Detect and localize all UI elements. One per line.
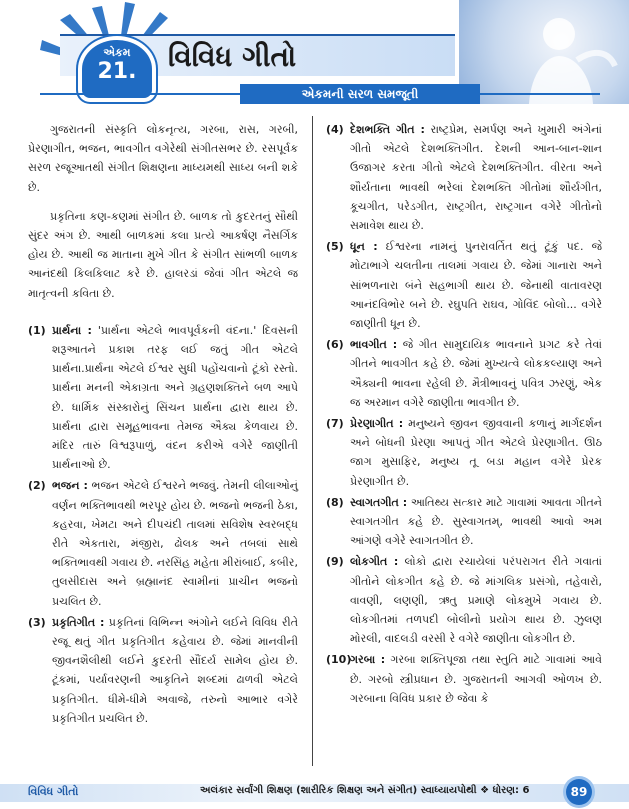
item-text: ઈશ્વરના નામનું પુનરાવર્તિત થતું ટૂંકું પદ. જે મોટાભાગે ચલતીના તાલમાં ગવાય છે. જેમાં ગાનારા અને સાંભળનારા બંને સહભાગી થાય છે. જેનાથી વાતાવરણ આનંદવિભોર બને છે. રઘુપતિ રાઘવ, ગોવિંદ બોલો... વગેરે જાણીતી ધૂન છે. xyxy=(350,240,602,331)
list-item xyxy=(326,552,602,648)
list-item xyxy=(28,613,298,728)
item-number: (2) xyxy=(28,479,46,493)
footer-unit-title: વિવિધ ગીતો xyxy=(28,785,79,798)
item-term: ભજન : xyxy=(52,479,88,493)
item-term: ભાવગીત : xyxy=(350,338,398,352)
item-number: (9) xyxy=(326,555,344,569)
list-item xyxy=(28,321,298,475)
item-number: (6) xyxy=(326,338,344,352)
item-number: (10) xyxy=(326,653,352,667)
item-text: 'પ્રાર્થના એટલે ભાવપૂર્વકની વંદના.' દિવસની શરૂઆતને પ્રકાશ તરફ લઈ જતું ગીત એટલે પ્રાર્થના.પ્રાર્થના એટલે ઈશ્વર સુધી પહોંચવાનો ટૂંકો રસ્તો. પ્રાર્થના મનની એકાગ્રતા અને ગ્રહણશક્તિને બળ આપે છે. ધાર્મિક સંસ્કારોનું સિંચન પ્રાર્થના દ્વારા થાય છે. પ્રાર્થના દ્વારા સમૂહભાવના તેમજ ઐક્ય કેળવાય છે. મંદિર તારું વિશ્વરૂપાળું, વંદન કરીએ વગેરે જાણીતી પ્રાર્થનાઓ છે. xyxy=(52,323,299,472)
list-item xyxy=(326,120,602,235)
item-term: પ્રાર્થના : xyxy=(52,323,92,337)
list-item xyxy=(326,493,602,551)
footer xyxy=(0,776,629,809)
unit-word: એકમ xyxy=(103,46,131,59)
item-text: લોકો દ્વારા રચાયેલાં પરંપરાગત રીતે ગવાતાં ગીતોને લોકગીત કહે છે. જે માંગલિક પ્રસંગો, તહેવારો, વાવણી, લણણી, ઋતુ પ્રમાણે લોકમુખે ગવાય છે. લોકગીતમાં તળપદી બોલીનો પ્રયોગ થાય છે. ઝુલણ મોરલી, વાદલડી વરસી રે વગેરે જાણીતા લોકગીત છે. xyxy=(350,555,602,646)
item-text: ભજન એટલે ઈશ્વરને ભજવું. તેમની લીલાઓનું વર્ણન ભક્તિભાવથી ભરપૂર હોય છે. ભજનો ભજની ઠેકા, કહરવા, ખેમટા અને દીપચંદી તાલમાં સવિશેષ સ્વરબદ્ધ રીતે એકતારા, મંજીરા, ઢોલક અને તબલાં સાથે ભક્તિભાવથી ગવાય છે. નરસિંહ મહેતા મીરાંબાઈ, કબીર, તુલસીદાસ અને બ્રહ્માનંદ સ્વામીનાં પ્રાચીન ભજનો પ્રચલિત છે. xyxy=(52,479,298,608)
page-title: વિવિધ ગીતો xyxy=(168,40,297,73)
intro-paragraph: ગુજરાતની સંસ્કૃતિ લોકનૃત્ય, ગરબા, રાસ, ગરબી, પ્રેરણાગીત, ભજન, ભાવગીત વગેરેથી સંગીતસભર છે. રસપૂર્વક સરળ રજૂઆતથી સંગીત શિક્ષણના માધ્યમથી સાધ્ય બની શકે છે. xyxy=(28,123,298,194)
intro-paragraph: પ્રકૃતિના કણ-કણમાં સંગીત છે. બાળક તો કુદરતનું સૌથી સુંદર અંગ છે. આથી બાળકમાં કલા પ્રત્યે આકર્ષણ નૈસર્ગિક હોય છે. આથી જ માતાના મુખે ગીત કે સંગીત સાંભળી બાળક આનંદથી કિલકિલાટ કરે છે. હાલરડાં જેવાં ગીત એટલે જ માતૃત્વની કવિતા છે. xyxy=(28,209,298,300)
item-term: ધૂન : xyxy=(350,240,378,254)
portrait-image xyxy=(457,0,629,104)
item-text: રાષ્ટ્રપ્રેમ, સમર્પણ અને ખુમારી અંગેનાં ગીતો એટલે દેશભક્તિગીત. દેશની આન-બાન-શાન ઉજાગર કરતા ગીતો એટલે દેશભક્તિગીત. વીરતા અને શૌર્યતાના ભાવથી ભરેલાં દેશભક્તિ ગીતોમાં શૌર્યગીત, કૂચગીત, પરેડગીત, રાષ્ટ્રગીત, રાષ્ટ્રગાન વગેરે ગીતોનો સમાવેશ થાય છે. xyxy=(350,123,602,233)
item-number: (3) xyxy=(28,615,46,629)
list-item xyxy=(326,414,602,491)
item-term: લોકગીત : xyxy=(350,555,399,569)
item-term: પ્રકૃતિગીત : xyxy=(52,615,105,629)
list-item xyxy=(326,650,602,708)
item-number: (8) xyxy=(326,495,344,509)
page-number: 89 xyxy=(566,779,592,805)
left-column xyxy=(28,120,298,730)
column-divider xyxy=(312,116,313,766)
item-term: સ્વાગતગીત : xyxy=(350,495,408,509)
musician-silhouette-icon xyxy=(459,0,629,104)
item-text: ગરબા શક્તિપૂજા તથા સ્તુતિ માટે ગાવામાં આવે છે. ગરબો સ્ત્રીપ્રધાન છે. ગુજરાતની આગવી ઓળખ છે. ગરબાના વિવિધ પ્રકાર છે જેવા કે xyxy=(350,653,602,705)
item-number: (4) xyxy=(326,123,344,136)
subtitle: એકમની સરળ સમજૂતી xyxy=(240,84,480,104)
item-term: ગરબા : xyxy=(350,653,386,667)
unit-number: 21. xyxy=(97,59,137,84)
list-item xyxy=(28,476,298,610)
unit-badge xyxy=(82,40,152,98)
footer-book-title: અલંકાર સર્વાંગી શિક્ષણ (શારીરિક શિક્ષણ અને સંગીત) સ્વાધ્યાયપોથી ❖ ધોરણ: 6 xyxy=(200,785,530,796)
item-text: આતિથ્ય સત્કાર માટે ગાવામાં આવતા ગીતને સ્વાગતગીત કહે છે. સુસ્વાગતમ્, ભાવથી આવો અમ આંગણે વગેરે સ્વાગતગીત છે. xyxy=(350,495,603,548)
right-column xyxy=(326,120,602,710)
item-term: પ્રેરણાગીત : xyxy=(350,417,404,431)
item-number: (7) xyxy=(326,417,344,431)
item-text: પ્રકૃતિનાં વિભિન્ન અંગોને લઈને વિવિધ રીતે રજૂ થતું ગીત પ્રકૃતિગીત કહેવાય છે. જેમાં માનવીની જીવનશૈલીથી લઈને કુદરતી સૌંદર્ય સામેલ હોય છે. ટૂંકમાં, પર્યાવરણની આકૃતિને શબ્દમાં ઢાળવી એટલે પ્રકૃતિગીત. ધીમે-ધીમે અવાજે, તરુનો આભાર વગેરે પ્રકૃતિગીત પ્રચલિત છે. xyxy=(52,615,298,725)
list-item xyxy=(326,237,602,333)
item-number: (1) xyxy=(28,323,46,337)
item-number: (5) xyxy=(326,240,344,254)
list-item xyxy=(326,335,602,412)
item-term: દેશભક્તિ ગીત : xyxy=(350,123,425,136)
item-text: જે ગીત સામુદાયિક ભાવનાને પ્રગટ કરે તેવાં ગીતને ભાવગીત કહે છે. જેમાં મુખ્યત્વે લોકકલ્યાણ અને ઐક્યની ભાવના રહેલી છે. મૈત્રીભાવનું પવિત્ર ઝરણું, એક જ અરમાન વગેરે જાણીતા ભાવગીત છે. xyxy=(350,338,603,409)
item-text: મનુષ્યને જીવન જીવવાની કળાનું માર્ગદર્શન અને બોધની પ્રેરણા આપતું ગીત એટલે પ્રેરણાગીત. ઊઠ જાગ મુસાફિર, મનુષ્ય તૂ બડા મહાન વગેરે પ્રેરક પ્રેરણાગીત છે. xyxy=(350,417,603,488)
